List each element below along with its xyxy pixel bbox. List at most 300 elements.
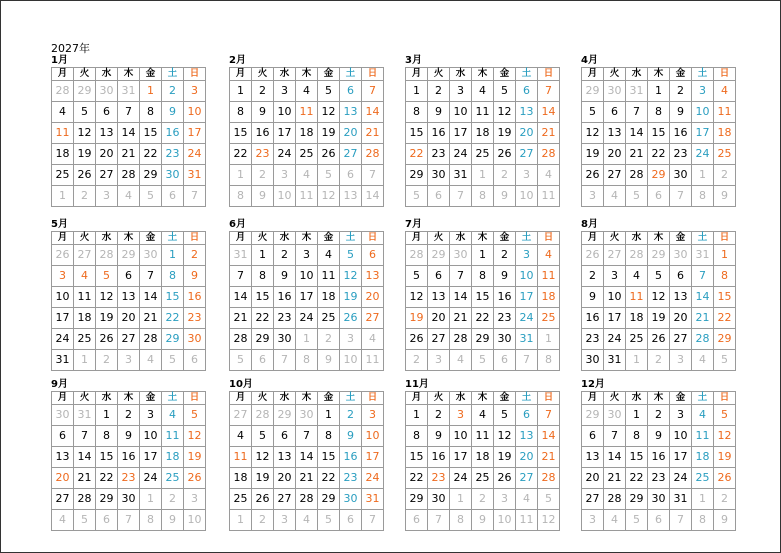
week-row (52, 165, 206, 186)
day-cell: 13 (118, 287, 140, 308)
week-row (230, 468, 384, 489)
month-table (581, 231, 736, 371)
day-cell: 23 (582, 329, 604, 350)
weekday-header: 月 (582, 392, 604, 405)
day-cell: 18 (318, 287, 340, 308)
day-cell: 22 (472, 308, 494, 329)
week-row (406, 426, 560, 447)
day-cell: 9 (118, 426, 140, 447)
weekday-header: 金 (140, 68, 162, 81)
week-row (406, 165, 560, 186)
month-calendar (51, 379, 202, 531)
day-cell: 1 (626, 405, 648, 426)
week-row (406, 447, 560, 468)
day-cell: 13 (52, 447, 74, 468)
day-cell: 20 (516, 447, 538, 468)
day-cell: 1 (230, 81, 252, 102)
other-month-day: 10 (340, 350, 362, 371)
other-month-day: 27 (230, 405, 252, 426)
week-row (582, 510, 736, 531)
day-cell: 27 (428, 329, 450, 350)
month-calendar (405, 55, 556, 207)
week-row (582, 329, 736, 350)
day-cell: 21 (604, 468, 626, 489)
day-cell: 10 (52, 287, 74, 308)
weekday-header: 水 (274, 232, 296, 245)
day-cell: 4 (230, 426, 252, 447)
day-cell: 5 (582, 102, 604, 123)
day-cell: 23 (162, 144, 184, 165)
day-cell: 24 (450, 468, 472, 489)
weekday-header: 日 (184, 392, 206, 405)
other-month-day: 1 (692, 489, 714, 510)
day-cell: 12 (340, 266, 362, 287)
other-month-day: 5 (230, 350, 252, 371)
other-month-day: 2 (714, 165, 736, 186)
weekday-header: 月 (582, 68, 604, 81)
month-table (51, 231, 206, 371)
day-cell: 23 (340, 468, 362, 489)
day-cell: 5 (318, 81, 340, 102)
day-cell: 21 (74, 468, 96, 489)
other-month-day: 29 (582, 81, 604, 102)
week-row (52, 81, 206, 102)
weekday-header: 金 (140, 392, 162, 405)
day-cell: 28 (140, 329, 162, 350)
week-row (406, 81, 560, 102)
day-cell: 17 (274, 123, 296, 144)
weekday-header: 土 (516, 392, 538, 405)
other-month-day: 8 (140, 510, 162, 531)
day-cell: 29 (648, 165, 670, 186)
week-row (52, 186, 206, 207)
other-month-day: 29 (74, 81, 96, 102)
other-month-day: 2 (406, 350, 428, 371)
day-cell: 21 (362, 123, 384, 144)
day-cell: 3 (450, 81, 472, 102)
day-cell: 18 (538, 287, 560, 308)
day-cell: 26 (74, 165, 96, 186)
other-month-day: 4 (52, 510, 74, 531)
other-month-day: 9 (714, 186, 736, 207)
weekday-header: 土 (340, 68, 362, 81)
day-cell: 4 (626, 266, 648, 287)
other-month-day: 29 (118, 245, 140, 266)
day-cell: 1 (96, 405, 118, 426)
day-cell: 4 (296, 81, 318, 102)
other-month-day: 28 (626, 245, 648, 266)
day-cell: 24 (140, 468, 162, 489)
month-label: 8月 (581, 219, 598, 230)
day-cell: 5 (252, 426, 274, 447)
weekday-header: 水 (274, 68, 296, 81)
other-month-day: 10 (516, 186, 538, 207)
weekday-header-row (52, 392, 206, 405)
weekday-header: 水 (450, 392, 472, 405)
day-cell: 6 (516, 405, 538, 426)
day-cell: 29 (162, 329, 184, 350)
day-cell: 23 (648, 468, 670, 489)
other-month-day: 9 (162, 510, 184, 531)
day-cell: 6 (340, 81, 362, 102)
day-cell: 10 (184, 102, 206, 123)
month-table (581, 391, 736, 531)
day-cell: 9 (648, 426, 670, 447)
week-row (406, 287, 560, 308)
day-cell: 31 (52, 350, 74, 371)
day-cell: 20 (96, 144, 118, 165)
day-cell: 11 (626, 287, 648, 308)
other-month-day: 30 (296, 405, 318, 426)
weekday-header: 木 (118, 232, 140, 245)
day-cell: 12 (406, 287, 428, 308)
month-label: 9月 (51, 379, 68, 390)
day-cell: 25 (230, 489, 252, 510)
weekday-header: 木 (118, 68, 140, 81)
day-cell: 11 (692, 426, 714, 447)
year-title: 2027年 (51, 42, 90, 55)
weekday-header: 水 (96, 232, 118, 245)
day-cell: 16 (274, 287, 296, 308)
day-cell: 6 (582, 426, 604, 447)
day-cell: 23 (184, 308, 206, 329)
day-cell: 17 (362, 447, 384, 468)
day-cell: 5 (74, 102, 96, 123)
other-month-day: 2 (472, 489, 494, 510)
other-month-day: 31 (230, 245, 252, 266)
other-month-day: 3 (340, 329, 362, 350)
day-cell: 10 (450, 426, 472, 447)
month-table (405, 391, 560, 531)
other-month-day: 30 (52, 405, 74, 426)
weekday-header: 水 (626, 392, 648, 405)
day-cell: 7 (230, 266, 252, 287)
other-month-day: 31 (74, 405, 96, 426)
weekday-header-row (230, 68, 384, 81)
other-month-day: 30 (604, 81, 626, 102)
day-cell: 30 (428, 489, 450, 510)
week-row (52, 426, 206, 447)
day-cell: 16 (340, 447, 362, 468)
weekday-header-row (52, 68, 206, 81)
other-month-day: 8 (450, 510, 472, 531)
other-month-day: 4 (516, 489, 538, 510)
day-cell: 26 (494, 468, 516, 489)
day-cell: 6 (670, 266, 692, 287)
weekday-header: 火 (252, 68, 274, 81)
day-cell: 18 (472, 447, 494, 468)
other-month-day: 6 (340, 510, 362, 531)
day-cell: 6 (604, 102, 626, 123)
weekday-header: 水 (626, 232, 648, 245)
month-table (51, 391, 206, 531)
day-cell: 13 (340, 102, 362, 123)
other-month-day: 2 (648, 350, 670, 371)
day-cell: 27 (96, 165, 118, 186)
day-cell: 3 (184, 81, 206, 102)
weekday-header: 金 (494, 392, 516, 405)
other-month-day: 31 (118, 81, 140, 102)
other-month-day: 6 (648, 510, 670, 531)
day-cell: 21 (538, 447, 560, 468)
other-month-day: 1 (472, 165, 494, 186)
weekday-header: 月 (230, 68, 252, 81)
weekday-header: 火 (604, 392, 626, 405)
weekday-header: 日 (184, 68, 206, 81)
week-row (406, 308, 560, 329)
week-row (230, 102, 384, 123)
day-cell: 17 (670, 447, 692, 468)
day-cell: 3 (670, 405, 692, 426)
week-row (230, 405, 384, 426)
day-cell: 26 (494, 144, 516, 165)
day-cell: 12 (494, 426, 516, 447)
other-month-day: 2 (494, 165, 516, 186)
day-cell: 11 (162, 426, 184, 447)
other-month-day: 28 (52, 81, 74, 102)
weekday-header: 月 (406, 392, 428, 405)
day-cell: 22 (140, 144, 162, 165)
week-row (406, 123, 560, 144)
day-cell: 8 (252, 266, 274, 287)
day-cell: 27 (52, 489, 74, 510)
day-cell: 29 (252, 329, 274, 350)
day-cell: 29 (140, 165, 162, 186)
other-month-day: 1 (538, 329, 560, 350)
other-month-day: 11 (296, 186, 318, 207)
other-month-day: 14 (362, 186, 384, 207)
day-cell: 27 (118, 329, 140, 350)
day-cell: 24 (450, 144, 472, 165)
day-cell: 12 (74, 123, 96, 144)
week-row (52, 287, 206, 308)
day-cell: 30 (274, 329, 296, 350)
day-cell: 1 (162, 245, 184, 266)
day-cell: 28 (604, 489, 626, 510)
month-calendar (229, 55, 380, 207)
day-cell: 11 (52, 123, 74, 144)
day-cell: 14 (692, 287, 714, 308)
month-label: 4月 (581, 55, 598, 66)
day-cell: 2 (118, 405, 140, 426)
week-row (406, 510, 560, 531)
other-month-day: 9 (252, 186, 274, 207)
day-cell: 5 (648, 266, 670, 287)
day-cell: 11 (296, 102, 318, 123)
other-month-day: 8 (230, 186, 252, 207)
other-month-day: 1 (74, 350, 96, 371)
month-table (229, 67, 384, 207)
weekday-header: 土 (692, 232, 714, 245)
day-cell: 7 (626, 102, 648, 123)
week-row (582, 468, 736, 489)
day-cell: 17 (296, 287, 318, 308)
day-cell: 16 (582, 308, 604, 329)
week-row (230, 123, 384, 144)
other-month-day: 4 (296, 510, 318, 531)
weekday-header: 日 (538, 392, 560, 405)
other-month-day: 31 (692, 245, 714, 266)
day-cell: 18 (714, 123, 736, 144)
other-month-day: 5 (538, 489, 560, 510)
other-month-day: 1 (230, 510, 252, 531)
day-cell: 26 (96, 329, 118, 350)
day-cell: 14 (296, 447, 318, 468)
other-month-day: 5 (162, 350, 184, 371)
weekday-header: 火 (252, 392, 274, 405)
day-cell: 6 (362, 245, 384, 266)
other-month-day: 5 (626, 510, 648, 531)
weekday-header: 金 (494, 232, 516, 245)
other-month-day: 7 (516, 350, 538, 371)
other-month-day: 9 (494, 186, 516, 207)
day-cell: 24 (692, 144, 714, 165)
other-month-day: 4 (538, 165, 560, 186)
day-cell: 1 (252, 245, 274, 266)
month-calendar (229, 379, 380, 531)
weekday-header: 月 (406, 68, 428, 81)
day-cell: 19 (494, 123, 516, 144)
day-cell: 5 (406, 266, 428, 287)
day-cell: 17 (692, 123, 714, 144)
other-month-day: 5 (406, 186, 428, 207)
day-cell: 30 (118, 489, 140, 510)
day-cell: 30 (582, 350, 604, 371)
day-cell: 19 (648, 308, 670, 329)
day-cell: 25 (472, 144, 494, 165)
day-cell: 11 (230, 447, 252, 468)
other-month-day: 30 (670, 245, 692, 266)
day-cell: 12 (184, 426, 206, 447)
month-label: 5月 (51, 219, 68, 230)
other-month-day: 7 (362, 510, 384, 531)
day-cell: 28 (118, 165, 140, 186)
week-row (582, 144, 736, 165)
weekday-header: 木 (118, 392, 140, 405)
day-cell: 21 (230, 308, 252, 329)
day-cell: 13 (362, 266, 384, 287)
day-cell: 14 (538, 102, 560, 123)
other-month-day: 9 (714, 510, 736, 531)
other-month-day: 27 (604, 245, 626, 266)
other-month-day: 11 (362, 350, 384, 371)
other-month-day: 2 (252, 510, 274, 531)
weekday-header: 水 (96, 392, 118, 405)
weekday-header: 日 (362, 392, 384, 405)
day-cell: 30 (428, 165, 450, 186)
month-table (405, 231, 560, 371)
week-row (406, 245, 560, 266)
other-month-day: 7 (450, 186, 472, 207)
day-cell: 18 (230, 468, 252, 489)
day-cell: 15 (406, 123, 428, 144)
other-month-day: 12 (318, 186, 340, 207)
month-label: 2月 (229, 55, 246, 66)
day-cell: 3 (140, 405, 162, 426)
other-month-day: 5 (714, 350, 736, 371)
week-row (582, 186, 736, 207)
day-cell: 30 (162, 165, 184, 186)
weekday-header: 日 (714, 232, 736, 245)
day-cell: 7 (74, 426, 96, 447)
day-cell: 19 (96, 308, 118, 329)
weekday-header: 金 (318, 68, 340, 81)
weekday-header: 木 (648, 232, 670, 245)
day-cell: 5 (340, 245, 362, 266)
day-cell: 30 (670, 165, 692, 186)
day-cell: 26 (340, 308, 362, 329)
day-cell: 16 (162, 123, 184, 144)
weekday-header-row (582, 68, 736, 81)
week-row (406, 468, 560, 489)
week-row (582, 266, 736, 287)
day-cell: 29 (472, 329, 494, 350)
day-cell: 24 (362, 468, 384, 489)
other-month-day: 6 (96, 510, 118, 531)
month-label: 10月 (229, 379, 253, 390)
week-row (230, 350, 384, 371)
day-cell: 21 (450, 308, 472, 329)
day-cell: 15 (162, 287, 184, 308)
weekday-header: 水 (450, 232, 472, 245)
weekday-header: 日 (538, 232, 560, 245)
other-month-day: 5 (318, 165, 340, 186)
weekday-header: 木 (472, 392, 494, 405)
other-month-day: 29 (582, 405, 604, 426)
other-month-day: 11 (516, 510, 538, 531)
other-month-day: 2 (96, 350, 118, 371)
other-month-day: 13 (340, 186, 362, 207)
weekday-header: 水 (450, 68, 472, 81)
day-cell: 8 (626, 426, 648, 447)
day-cell: 25 (692, 468, 714, 489)
day-cell: 10 (140, 426, 162, 447)
day-cell: 27 (516, 468, 538, 489)
other-month-day: 29 (274, 405, 296, 426)
other-month-day: 6 (648, 186, 670, 207)
day-cell: 3 (296, 245, 318, 266)
other-month-day: 4 (118, 186, 140, 207)
week-row (582, 165, 736, 186)
day-cell: 5 (714, 405, 736, 426)
day-cell: 22 (162, 308, 184, 329)
day-cell: 25 (318, 308, 340, 329)
week-row (406, 266, 560, 287)
week-row (230, 329, 384, 350)
day-cell: 6 (428, 266, 450, 287)
day-cell: 28 (362, 144, 384, 165)
weekday-header: 月 (52, 392, 74, 405)
week-row (582, 447, 736, 468)
day-cell: 2 (162, 81, 184, 102)
weekday-header: 火 (428, 392, 450, 405)
other-month-day: 30 (604, 405, 626, 426)
weekday-header: 火 (74, 392, 96, 405)
weekday-header-row (230, 232, 384, 245)
other-month-day: 7 (118, 510, 140, 531)
day-cell: 8 (472, 266, 494, 287)
week-row (230, 510, 384, 531)
day-cell: 21 (140, 308, 162, 329)
other-month-day: 9 (318, 350, 340, 371)
day-cell: 22 (714, 308, 736, 329)
day-cell: 15 (96, 447, 118, 468)
week-row (52, 447, 206, 468)
day-cell: 20 (604, 144, 626, 165)
day-cell: 10 (362, 426, 384, 447)
other-month-day: 10 (184, 510, 206, 531)
week-row (582, 308, 736, 329)
